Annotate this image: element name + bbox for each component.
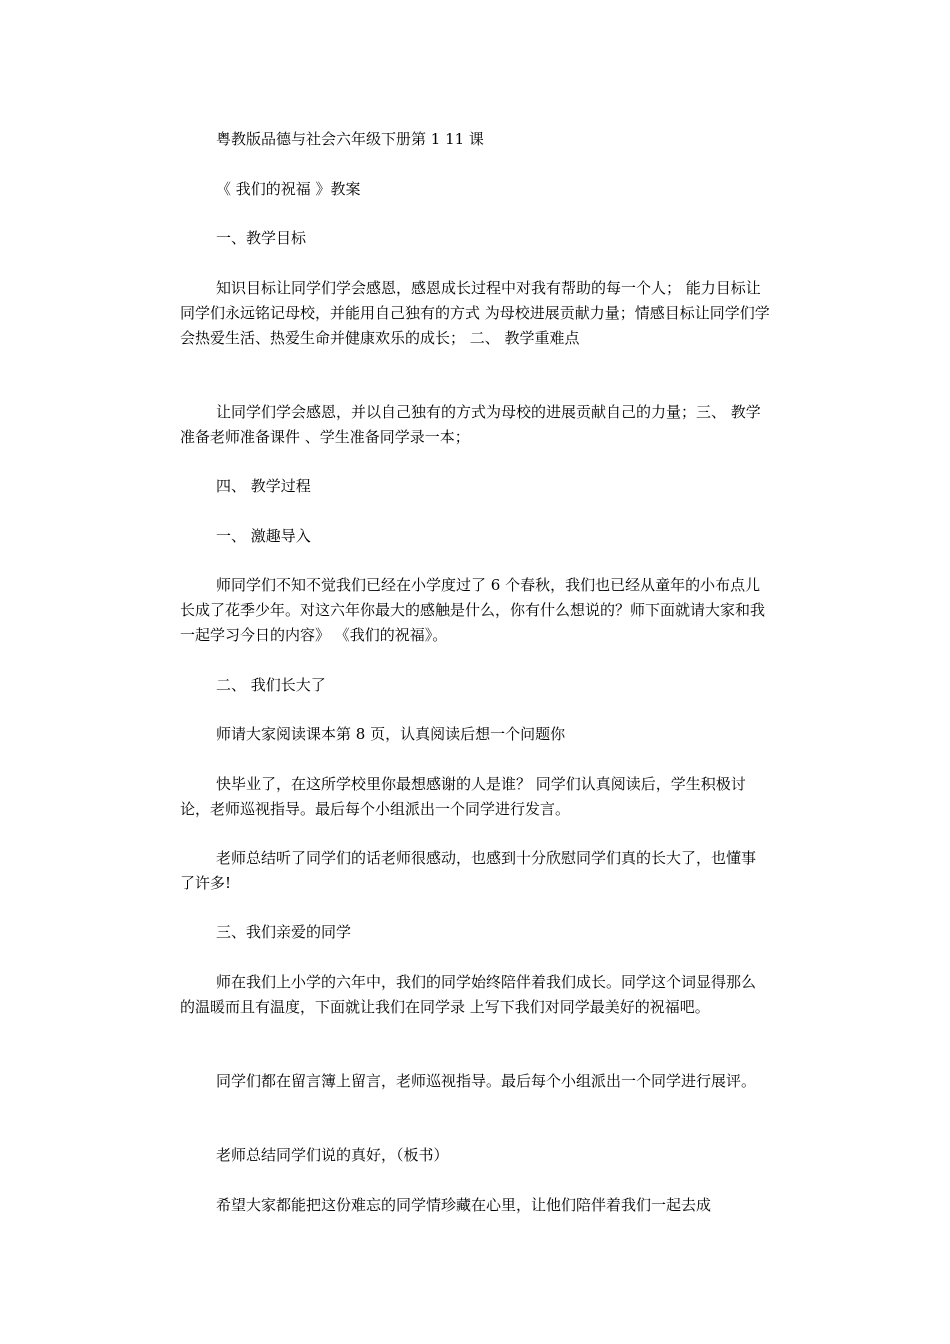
- section-heading-grown-up: 二、 我们长大了: [216, 676, 326, 694]
- section-heading-goals: 一、教学目标: [216, 229, 307, 247]
- paragraph-teacher-summary-1: 老师总结听了同学们的话老师很感动，也感到十分欣慰同学们真的长大了，也懂事了许多!: [180, 849, 757, 892]
- section-heading-classmates: 三、我们亲爱的同学: [216, 923, 352, 941]
- document-heading-title: 《 我们的祝福 》教案: [216, 180, 361, 198]
- section-heading-intro: 一、 激趣导入: [216, 527, 311, 545]
- paragraph-intro: 师同学们不知不觉我们已经在小学度过了 6 个春秋，我们也已经从童年的小布点儿长成了花季少年。对这六年你最大的感触是什么，你有什么想说的？师下面就请大家和我一起学习今日的内容》 《我们的祝福》。: [180, 576, 766, 644]
- paragraph-goals: 知识目标让同学们学会感恩，感恩成长过程中对我有帮助的每一个人； 能力目标让同学们永远铭记母校，并能用自己独有的方式 为母校进展贡献力量；情感目标让同学们学会热爱生活、热爱生命并健康欢乐的成长； 二、 教学重难点: [180, 279, 770, 347]
- document-heading-lesson: 粤教版品德与社会六年级下册第 1 11 课: [216, 130, 484, 148]
- paragraph-guestbook: 同学们都在留言簿上留言，老师巡视指导。最后每个小组派出一个同学进行展评。: [216, 1072, 757, 1090]
- paragraph-key-points: 让同学们学会感恩，并以自己独有的方式为母校的进展贡献自己的力量；三、 教学准备老师准备课件 、学生准备同学录一本；: [180, 403, 761, 446]
- paragraph-discussion: 快毕业了，在这所学校里你最想感谢的人是谁？ 同学们认真阅读后，学生积极讨论，老师巡视指导。最后每个小组派出一个同学进行发言。: [180, 775, 746, 818]
- section-heading-process: 四、 教学过程: [216, 477, 311, 495]
- paragraph-teacher-summary-2: 老师总结同学们说的真好，（板书）: [216, 1146, 449, 1164]
- paragraph-classmates: 师在我们上小学的六年中，我们的同学始终陪伴着我们成长。同学这个词显得那么的温暖而且有温度，下面就让我们在同学录 上写下我们对同学最美好的祝福吧。: [180, 973, 757, 1016]
- paragraph-read-textbook: 师请大家阅读课本第 8 页，认真阅读后想一个问题你: [216, 725, 566, 743]
- paragraph-closing: 希望大家都能把这份难忘的同学情珍藏在心里，让他们陪伴着我们一起去成: [216, 1196, 712, 1214]
